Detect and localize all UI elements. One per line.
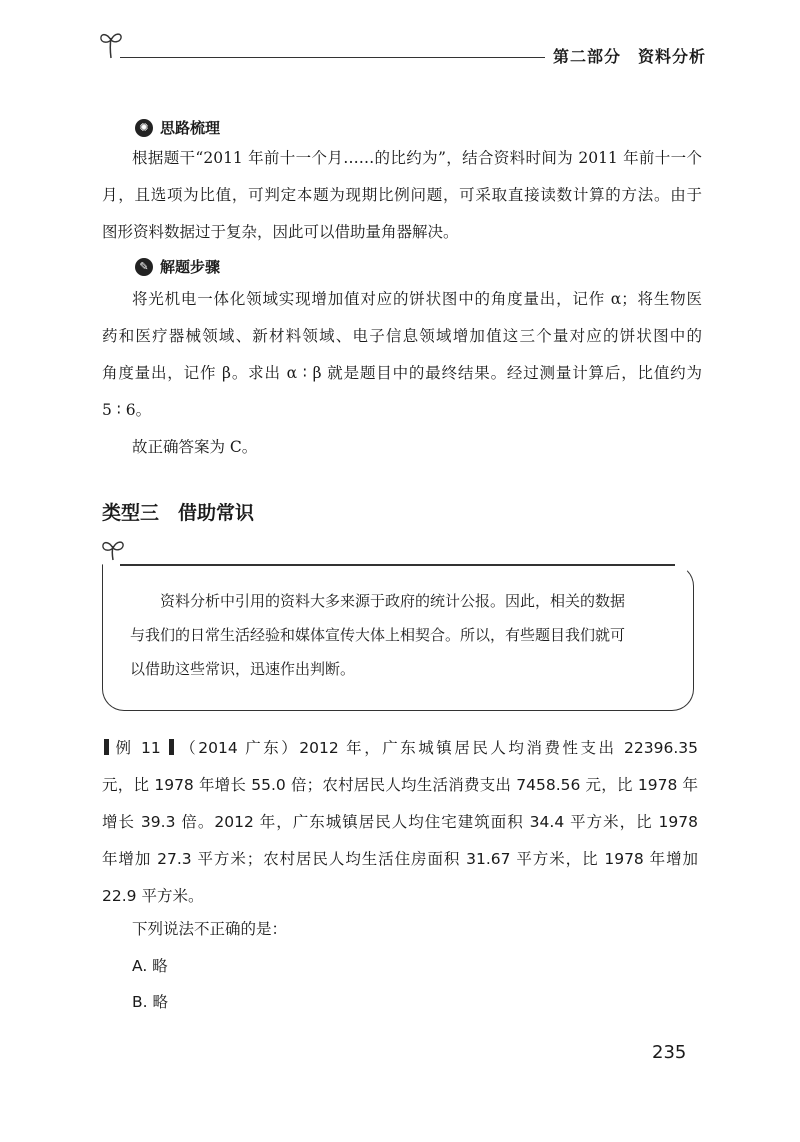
steps-line: 药和医疗器械领域、新材料领域、电子信息领域增加值这三个量对应的饼状图中的 xyxy=(102,327,702,345)
steps-paragraph xyxy=(102,281,702,466)
lightbulb-icon: ✺ xyxy=(135,119,153,137)
option-b: B. 略 xyxy=(132,993,168,1011)
header-rule xyxy=(120,57,545,58)
option-a: A. 略 xyxy=(132,957,168,975)
example-line: （2014 广东）2012 年，广东城镇居民人均消费性支出 22396.35 xyxy=(177,739,698,757)
pen-icon: ✎ xyxy=(135,258,153,276)
steps-heading-text: 解题步骤 xyxy=(160,258,221,276)
page-number: 235 xyxy=(652,1042,687,1063)
steps-line: 将光机电一体化领域实现增加值对应的饼状图中的角度量出，记作 α；将生物医 xyxy=(132,290,702,308)
header-section-label: 第二部分 资料分析 xyxy=(553,47,707,66)
tip-box-top-rule xyxy=(120,564,675,566)
sprout-icon xyxy=(98,26,124,60)
analysis-heading xyxy=(135,117,220,138)
example-paragraph xyxy=(102,730,698,915)
example-label: 例 11 xyxy=(113,739,161,757)
example-line: 22.9 平方米。 xyxy=(102,887,204,905)
section-title: 类型三 借助常识 xyxy=(102,502,255,524)
steps-heading xyxy=(135,256,220,277)
tip-line: 以借助这些常识，迅速作出判断。 xyxy=(130,660,356,678)
example-line: 年增加 27.3 平方米；农村居民人均生活住房面积 31.67 平方米，比 1978 年增加 xyxy=(102,850,698,868)
steps-answer: 故正确答案为 C。 xyxy=(132,438,258,456)
example-line: 增长 39.3 倍。2012 年，广东城镇居民人均住宅建筑面积 34.4 平方米，比 1978 xyxy=(102,813,698,831)
sprout-icon xyxy=(100,536,126,562)
example-line: 元，比 1978 年增长 55.0 倍；农村居民人均生活消费支出 7458.56 元，比 1978 年 xyxy=(102,776,698,794)
analysis-line: 根据题干“2011 年前十一个月……的比约为”，结合资料时间为 2011 年前十一个 xyxy=(132,149,702,167)
analysis-paragraph xyxy=(102,140,702,251)
analysis-heading-text: 思路梳理 xyxy=(160,119,221,137)
analysis-line: 月，且选项为比值，可判定本题为现期比例问题，可采取直接读数计算的方法。由于 xyxy=(102,186,702,204)
tip-line: 资料分析中引用的资料大多来源于政府的统计公报。因此，相关的数据 xyxy=(160,592,626,610)
tip-box-text xyxy=(130,584,670,686)
question-text: 下列说法不正确的是： xyxy=(132,920,288,938)
example-first-line xyxy=(102,730,698,767)
analysis-line: 图形资料数据过于复杂，因此可以借助量角器解决。 xyxy=(102,223,459,241)
steps-line: 5 ∶ 6。 xyxy=(102,401,152,419)
steps-line: 角度量出，记作 β。求出 α ∶ β 就是题目中的最终结果。经过测量计算后，比值约为 xyxy=(102,364,702,382)
example-marker-right xyxy=(169,739,174,755)
tip-line: 与我们的日常生活经验和媒体宣传大体上相契合。所以，有些题目我们就可 xyxy=(130,626,626,644)
example-marker-left xyxy=(104,739,109,755)
